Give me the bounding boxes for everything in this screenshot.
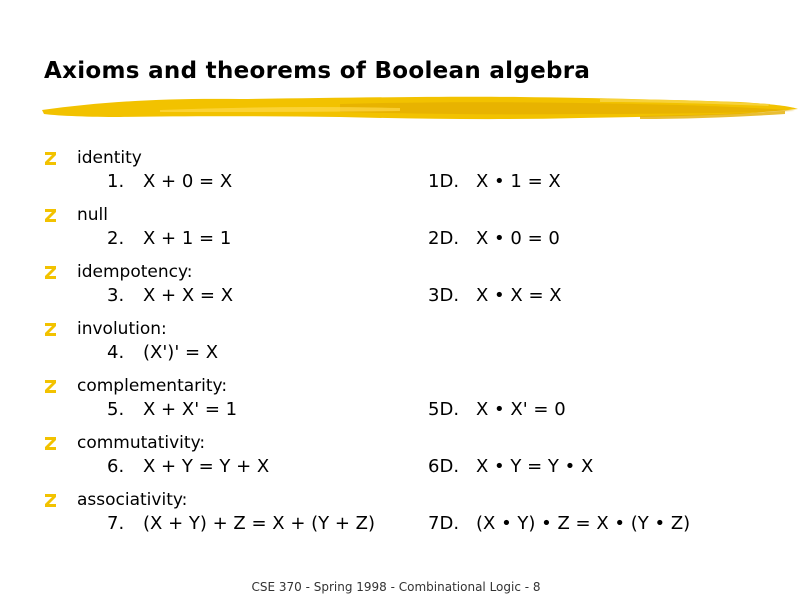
axiom-term: complementarity: bbox=[77, 376, 228, 396]
axiom-term: involution: bbox=[77, 319, 167, 339]
dual-number: 2D. bbox=[428, 228, 460, 249]
axiom-dual bbox=[428, 456, 593, 477]
slide-title: Axioms and theorems of Boolean algebra bbox=[44, 58, 591, 84]
dual-number: 6D. bbox=[428, 456, 460, 477]
list-item bbox=[0, 490, 800, 546]
z-bullet-icon bbox=[45, 437, 56, 450]
dual-expression: X • Y = Y • X bbox=[476, 456, 594, 477]
dual-expression: X • X = X bbox=[476, 285, 562, 306]
z-bullet-icon bbox=[45, 323, 56, 336]
axiom-equation bbox=[107, 513, 375, 534]
footer-text: CSE 370 - Spring 1998 - Combinational Logic - 8 bbox=[251, 580, 541, 594]
list-item bbox=[0, 319, 800, 375]
axiom-equation bbox=[107, 171, 232, 192]
z-bullet-icon bbox=[45, 209, 56, 222]
z-bullet-icon bbox=[45, 266, 56, 279]
axiom-expression: X + 0 = X bbox=[143, 171, 233, 192]
axiom-number: 7. bbox=[107, 513, 125, 534]
axiom-equation bbox=[107, 228, 231, 249]
axiom-term: associativity: bbox=[77, 490, 188, 510]
slide-footer bbox=[0, 580, 800, 594]
list-item bbox=[0, 262, 800, 318]
list-item bbox=[0, 433, 800, 489]
axiom-dual bbox=[428, 285, 562, 306]
list-item bbox=[0, 376, 800, 432]
axiom-expression: X + 1 = 1 bbox=[143, 228, 232, 249]
axiom-number: 4. bbox=[107, 342, 125, 363]
axiom-dual bbox=[428, 228, 560, 249]
axiom-term: identity bbox=[77, 148, 142, 168]
dual-number: 1D. bbox=[428, 171, 460, 192]
axiom-equation bbox=[107, 456, 269, 477]
axiom-term: null bbox=[77, 205, 108, 225]
list-item bbox=[0, 205, 800, 261]
axiom-number: 6. bbox=[107, 456, 125, 477]
axiom-expression: X + X = X bbox=[143, 285, 234, 306]
axiom-term: idempotency: bbox=[77, 262, 193, 282]
axiom-expression: (X + Y) + Z = X + (Y + Z) bbox=[143, 513, 376, 534]
z-bullet-icon bbox=[45, 152, 56, 165]
dual-expression: X • 1 = X bbox=[476, 171, 561, 192]
axiom-expression: X + X' = 1 bbox=[143, 399, 238, 420]
z-bullet-icon bbox=[45, 494, 56, 507]
axiom-equation bbox=[107, 285, 233, 306]
axiom-number: 5. bbox=[107, 399, 125, 420]
axiom-expression: (X')' = X bbox=[143, 342, 219, 363]
axiom-equation bbox=[107, 342, 218, 363]
dual-expression: (X • Y) • Z = X • (Y • Z) bbox=[476, 513, 691, 534]
axiom-number: 1. bbox=[107, 171, 125, 192]
dual-number: 5D. bbox=[428, 399, 460, 420]
dual-number: 3D. bbox=[428, 285, 460, 306]
axiom-number: 2. bbox=[107, 228, 125, 249]
axiom-dual bbox=[428, 171, 561, 192]
axiom-equation bbox=[107, 399, 237, 420]
axiom-dual bbox=[428, 342, 476, 363]
dual-number: 7D. bbox=[428, 513, 460, 534]
z-bullet-icon bbox=[45, 380, 56, 393]
axiom-expression: X + Y = Y + X bbox=[143, 456, 270, 477]
dual-expression: X • X' = 0 bbox=[476, 399, 566, 420]
axiom-term: commutativity: bbox=[77, 433, 206, 453]
axiom-dual bbox=[428, 399, 566, 420]
axiom-number: 3. bbox=[107, 285, 125, 306]
axiom-dual bbox=[428, 513, 690, 534]
list-item bbox=[0, 148, 800, 204]
dual-expression: X • 0 = 0 bbox=[476, 228, 560, 249]
highlighter-stroke-decoration bbox=[40, 90, 800, 130]
